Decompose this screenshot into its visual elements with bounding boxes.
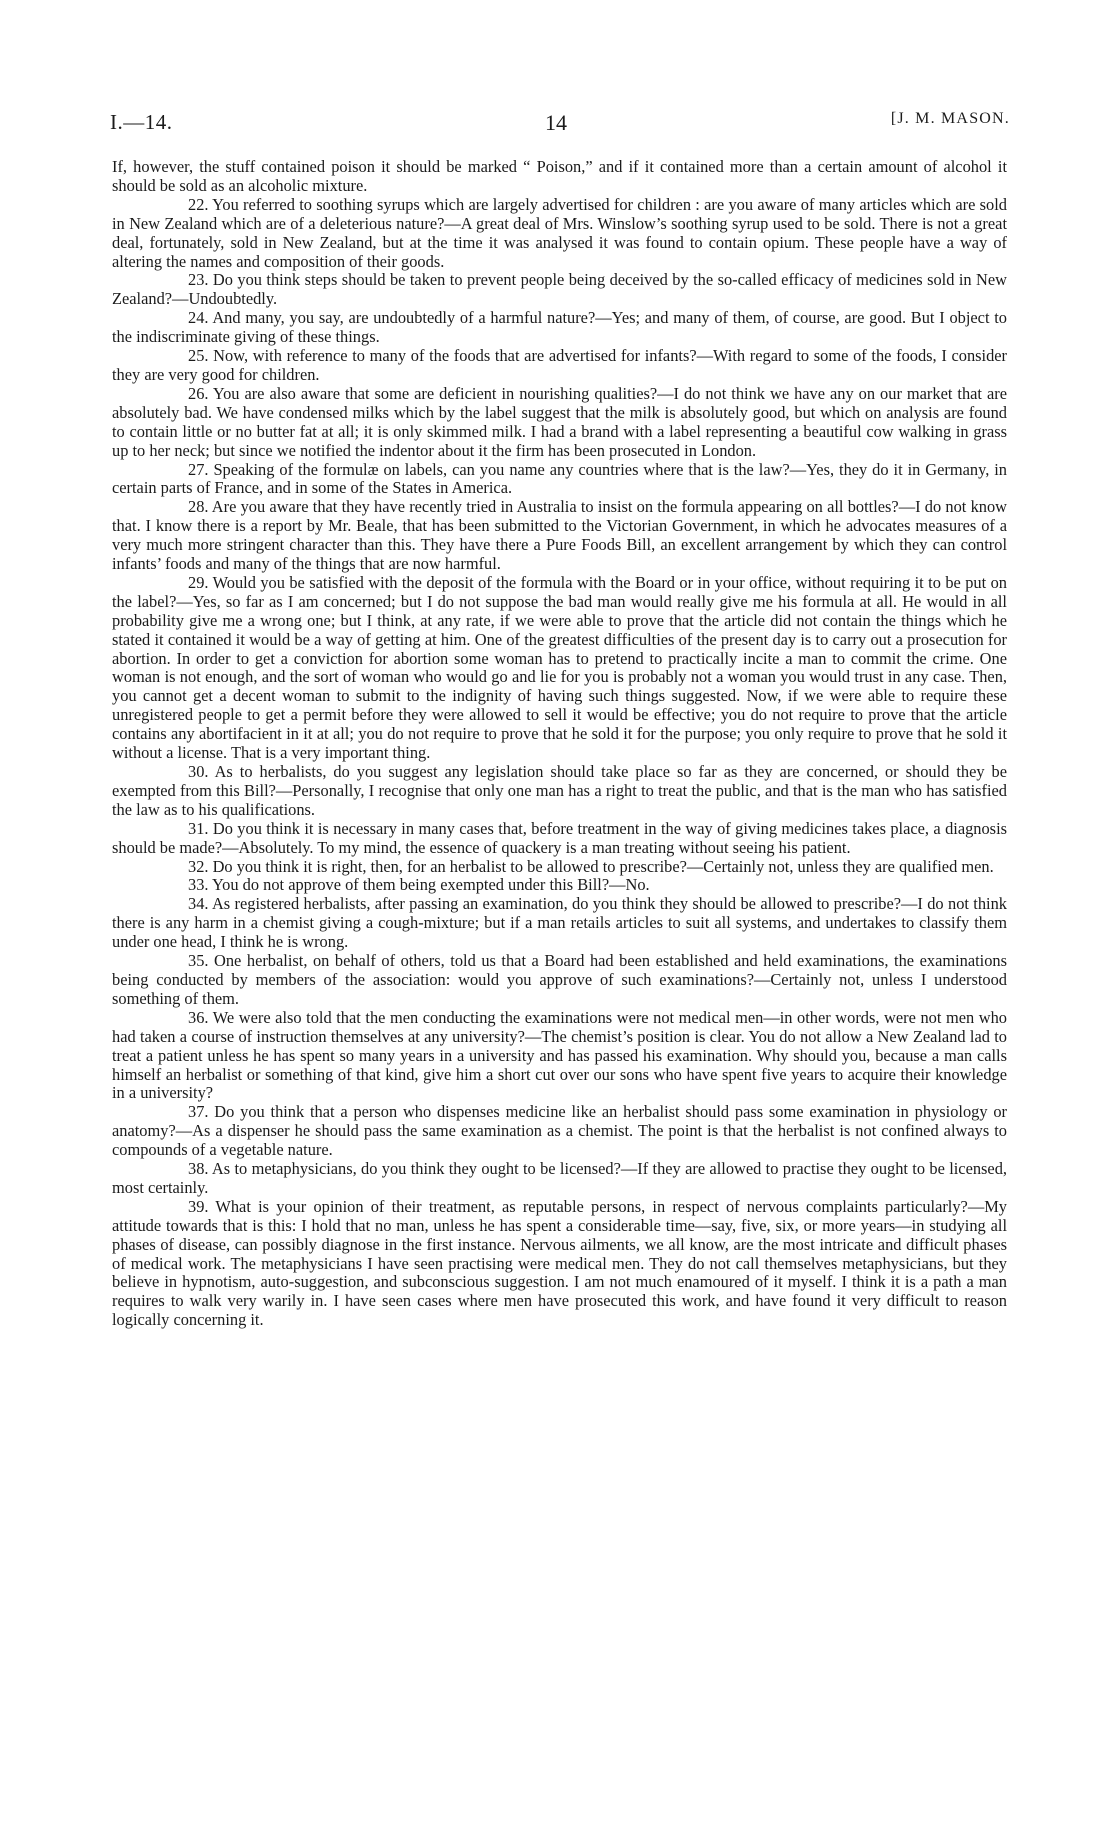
paragraph-question-25: 25. Now, with reference to many of the foods that are advertised for infants?—With regard to some of the foods, I consider they are very good for children. [112,346,1007,384]
page-header [110,110,1010,140]
paragraph-question-30: 30. As to herbalists, do you suggest any legislation should take place so far as they are concerned, or should they be exempted from this Bill?—Personally, I recognise that only one man has a right to treat the public, and that is the man who has satisfied the law as to his qualifications. [112,762,1007,819]
paper-reference: I.—14. [110,110,173,134]
page-number: 14 [545,110,567,135]
paragraph-question-29: 29. Would you be satisfied with the deposit of the formula with the Board or in your office, without requiring it to be put on the label?—Yes, so far as I am concerned; but I do not suppose the bad man would really give me his formula at all. He would in all probability give me a wrong one; but I think, at any rate, if we were able to prove that the article did not contain the things which he stated it contained it would be a way of getting at him. One of the greatest difficulties of the present day is to carry out a prosecution for abortion. In order to get a conviction for abortion some woman has to pretend to practically incite a man to commit the crime. One woman is not enough, and the sort of woman who would go and lie for you is probably not a woman you would trust in any case. Then, you cannot get a decent woman to submit to the indignity of having such things suggested. Now, if we were able to require these unregistered people to get a permit before they were allowed to sell it would be effective; you do not require to prove that the article contains any abortifacient in it at all; you do not require to prove that he sold it for the purpose; you only require to prove that he sold it without a license. That is a very important thing. [112,572,1007,763]
evidence-text [112,158,1007,1330]
paragraph-question-36: 36. We were also told that the men conducting the examinations were not medical men—in other words, were not men who had taken a course of instruction themselves at any university?—The chemist’s position is clear. You do not allow a New Zealand lad to treat a patient unless he has spent so many years in a university and has passed his examination. Why should you, because a man calls himself an herbalist or something of that kind, give him a short cut over our sons who have spent five years to acquire their knowledge in a university? [112,1007,1007,1103]
paragraph-question-34: 34. As registered herbalists, after passing an examination, do you think they should be allowed to prescribe?—I do not think there is any harm in a chemist giving a cough-mixture; but if a man retails articles to suit all systems, and undertakes to classify them under one head, I think he is wrong. [112,894,1007,952]
paragraph-continuation: If, however, the stuff contained poison it should be marked “ Poison,” and if it contained more than a certain amount of alcohol it should be sold as an alcoholic mixture. [112,157,1007,195]
paragraph-question-28: 28. Are you aware that they have recently tried in Australia to insist on the formula appearing on all bottles?—I do not know that. I know there is a report by Mr. Beale, that has been submitted to the Victorian Government, in which he advocates measures of a very much more stringent character than this. They have there a Pure Foods Bill, an excellent arrangement by which they can control infants’ foods and many of the things that are now harmful. [112,497,1007,574]
witness-name: [J. M. MASON. [890,110,1010,127]
paragraph-question-31: 31. Do you think it is necessary in many cases that, before treatment in the way of giving medicines takes place, a diagnosis should be made?—Absolutely. To my mind, the essence of quackery is a man treating without seeing his patient. [112,818,1007,857]
paragraph-question-37: 37. Do you think that a person who dispenses medicine like an herbalist should pass some examination in physiology or anatomy?—As a dispenser he should pass the same examination as a chemist. The point is that the herbalist is not confined always to compounds of a vegetable nature. [112,1102,1007,1160]
paragraph-question-35: 35. One herbalist, on behalf of others, told us that a Board had been established and held examinations, the examinations being conducted by members of the association: would you approve of such examinations?—Certainly not, unless I understood something of them. [112,951,1007,1008]
paragraph-question-32: 32. Do you think it is right, then, for an herbalist to be allowed to prescribe?—Certainly not, unless they are qualified men. [188,856,994,876]
paragraph-question-24: 24. And many, you say, are undoubtedly of a harmful nature?—Yes; and many of them, of course, are good. But I object to the indiscriminate giving of these things. [112,308,1007,347]
paragraph-question-22: 22. You referred to soothing syrups which are largely advertised for children : are you aware of many articles which are sold in New Zealand which are of a deleterious nature?—A great deal of Mrs. Winslow’s soothing syrup used to be sold. There is not a great deal, fortunately, sold in New Zealand, but at the time it was analysed it was found to contain opium. These people have a way of altering the names and composition of their goods. [112,194,1007,271]
paragraph-question-23: 23. Do you think steps should be taken to prevent people being deceived by the so-called efficacy of medicines sold in New Zealand?—Undoubtedly. [112,270,1007,309]
paragraph-question-26: 26. You are also aware that some are deficient in nourishing qualities?—I do not think we have any on our market that are absolutely bad. We have condensed milks which by the label suggest that the milk is absolutely good, but which on analysis are found to contain little or no butter fat at all; it is only skimmed milk. I had a brand with a label representing a beautiful cow walking in grass up to her neck; but since we notified the indentor about it the firm has been prosecuted in London. [112,383,1007,460]
paragraph-question-33: 33. You do not approve of them being exempted under this Bill?—No. [188,875,650,895]
paragraph-question-27: 27. Speaking of the formulæ on labels, can you name any countries where that is the law?—Yes, they do it in Germany, in certain parts of France, and in some of the States in America. [112,459,1007,498]
paragraph-question-38: 38. As to metaphysicians, do you think they ought to be licensed?—If they are allowed to practise they ought to be licensed, most certainly. [112,1159,1007,1197]
paragraph-question-39: 39. What is your opinion of their treatment, as reputable persons, in respect of nervous complaints particularly?—My attitude towards that is this: I hold that no man, unless he has spent a considerable time—say, five, six, or more years—in studying all phases of disease, can possibly diagnose in the first instance. Nervous ailments, we all know, are the most intricate and difficult phases of medical work. The metaphysicians I have seen practising were medical men. They do not call themselves metaphysicians, but they believe in hypnotism, auto-suggestion, and subconscious suggestion. I am not much enamoured of it myself. I think it is a path a man requires to walk very warily in. I have seen cases where men have prosecuted this work, and have found it very difficult to reason logically concerning it. [112,1196,1007,1330]
